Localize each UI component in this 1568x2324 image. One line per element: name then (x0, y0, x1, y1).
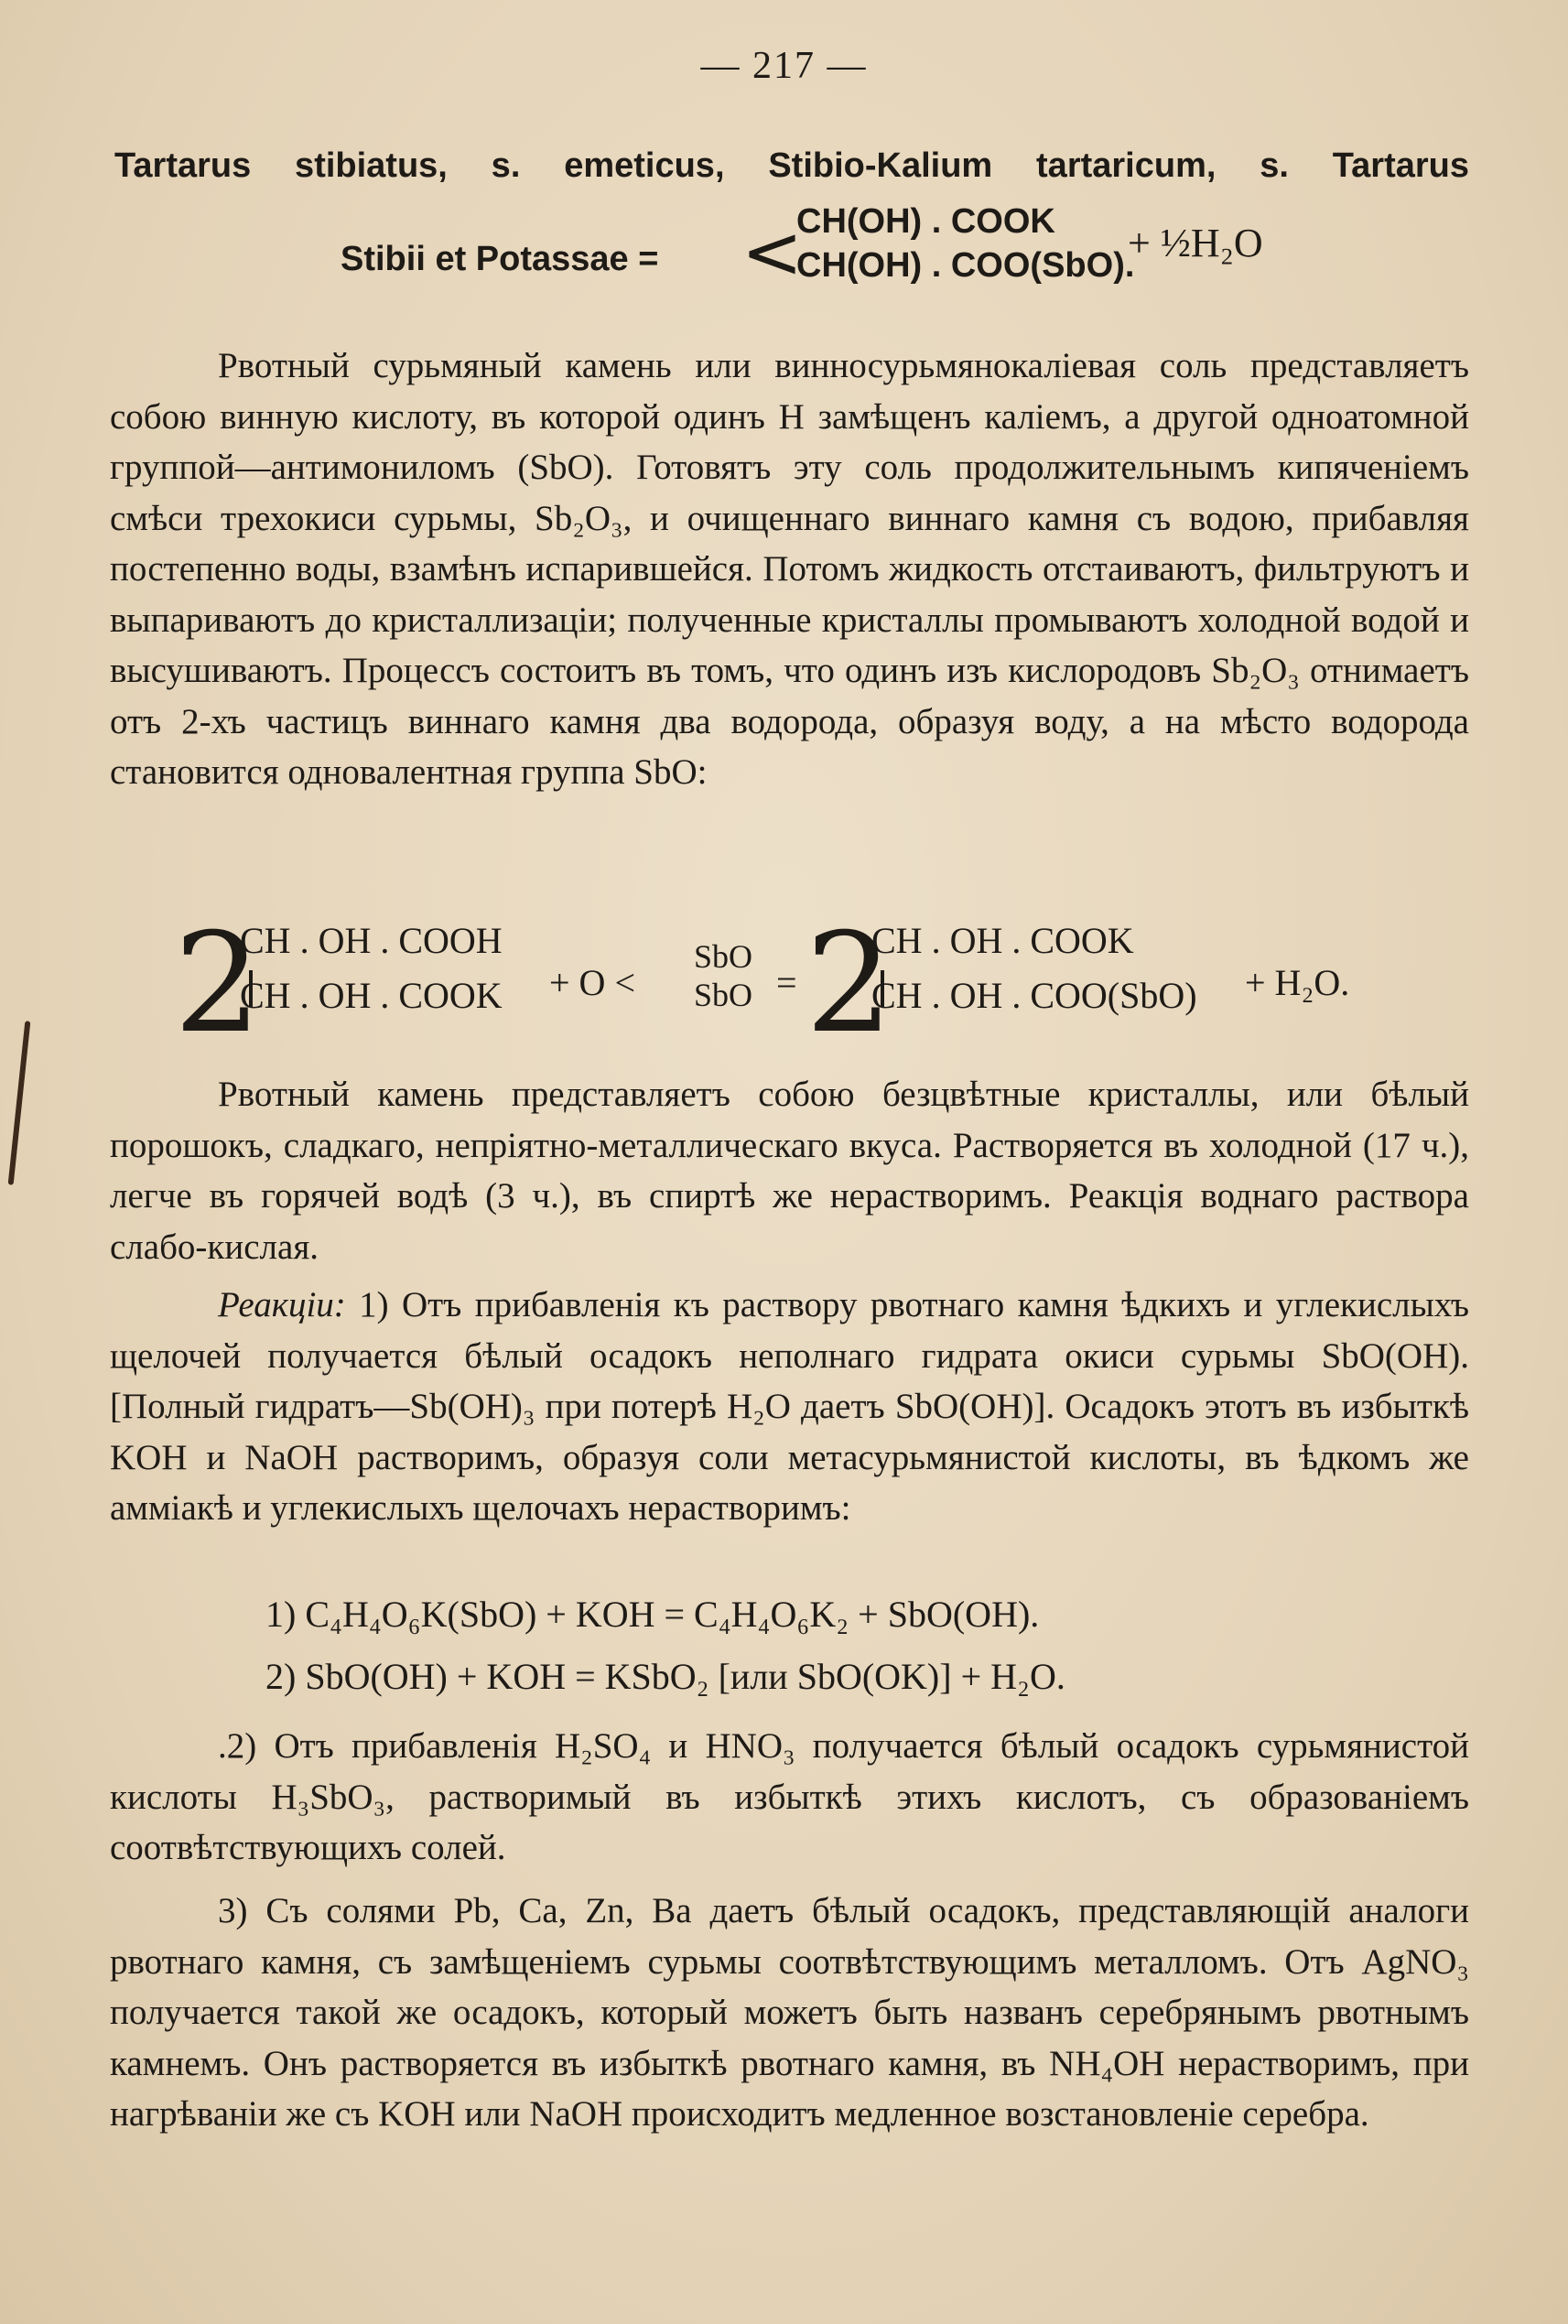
formula-bottom: CH(OH) . COO(SbO). (796, 246, 1135, 285)
heading-line-2: Stibii et Potassae = (341, 240, 659, 278)
paragraph-3 (110, 1280, 1469, 1534)
page-number: — 217 — (700, 45, 868, 87)
reaction-1: 1) C₄H₄O₆K(SbO) + KOH = C₄H₄O₆K₂ + SbO(OH). (265, 1594, 1040, 1635)
paragraph-4 (110, 1721, 1469, 1874)
equation-right-bottom: CH . OH . COO(SbO) (871, 975, 1197, 1016)
heading-formula (796, 200, 1134, 287)
paragraph-5-text: 3) Съ солями Pb, Ca, Zn, Ba даетъ бѣлый осадокъ, представляющiй аналоги рвотнаго камня, съ замѣщенiемъ сурьмы соотвѣтствующимъ металломъ. Отъ AgNO₃ получается такой же осадокъ, который можетъ быть названъ серебрянымъ рвотнымъ камнемъ. Онъ растворяется въ избыткѣ рвотнаго камня, въ NH₄OH нерастворимъ, при нагрѣванiи же съ KOH или NaOH происходитъ медленное возстановленiе серебра. (110, 1891, 1469, 2134)
paragraph-2-text: Рвотный камень представляетъ собою безцвѣтные кристаллы, или бѣлый порошокъ, сладкаго, непрiятно-металлическаго вкуса. Растворяется въ холодной (17 ч.), легче въ горячей водѣ (3 ч.), въ спиртѣ же нерастворимъ. Реакцiя воднаго раствора слабо-кислая. (110, 1075, 1469, 1267)
equation-sbo-top: SbO (694, 938, 753, 975)
equation-left (240, 915, 503, 1021)
paragraph-1 (110, 340, 1469, 798)
equation-sbo-bottom: SbO (694, 977, 753, 1013)
reactions-label: Реакцiи: (218, 1285, 346, 1324)
coefficient-right: 2 (806, 904, 893, 1064)
equation-left-top: CH . OH . COOH (240, 920, 503, 961)
equation-equals: = (776, 962, 797, 1003)
paragraph-5 (110, 1886, 1469, 2140)
formula-bracket: < (741, 210, 804, 295)
equation-sbo (694, 937, 752, 1014)
equation-left-bottom: CH . OH . COOK (240, 975, 503, 1016)
formula-top: CH(OH) . COOK (796, 202, 1055, 241)
equation-right-top: CH . OH . COOK (871, 920, 1134, 961)
equation-water: + H₂O. (1245, 962, 1350, 1003)
formula-water: + ½H₂O (1128, 221, 1263, 265)
paragraph-1-text: Рвотный сурьмяный камень или винносурьмянокалiевая соль представляетъ собою винную кислоту, въ которой одинъ H замѣщенъ калiемъ, а другой одноатомной группой—антимониломъ (SbO). Готовятъ эту соль продолжительнымъ кипяченiемъ смѣси трехокиси сурьмы, Sb₂O₃, и очищеннаго виннаго камня съ водою, прибавляя постепенно воды, взамѣнъ испарившейся. Потомъ жидкость отстаиваютъ, фильтруютъ и выпариваютъ до кристаллизацiи; полученные кристаллы промываютъ холодной водой и высушиваютъ. Процессъ состоитъ въ томъ, что одинъ изъ кислородовъ Sb₂O₃ отнимаетъ отъ 2-хъ частицъ виннаго камня два водорода, образуя воду, а на мѣсто водорода становится одновалентная группа SbO: (110, 346, 1469, 792)
paragraph-2 (110, 1069, 1469, 1272)
paragraph-3-text: 1) Отъ прибавленiя къ раствору рвотнаго камня ѣдкихъ и углекислыхъ щелочей получается бѣлый осадокъ неполнаго гидрата окиси сурьмы SbO(OH). [Полный гидратъ—Sb(OH)₃ при потерѣ H₂O даетъ SbO(OH)]. Осадокъ этотъ въ избыткѣ KOH и NaOH растворимъ, образуя соли метасурьмянистой кислоты, въ ѣдкомъ же аммiакѣ и углекислыхъ щелочахъ нерастворимъ: (110, 1285, 1469, 1528)
paragraph-4-text: .2) Отъ прибавленiя H₂SO₄ и HNO₃ получается бѣлый осадокъ сурьмянистой кислоты H₃SbO₃, растворимый въ избыткѣ этихъ кислотъ, съ образованiемъ соотвѣтствующихъ солей. (110, 1726, 1469, 1867)
margin-ink-mark (8, 1021, 31, 1185)
equation-plus-o: + O < (549, 962, 636, 1003)
coefficient-left: 2 (174, 904, 262, 1064)
heading-line-1: Tartarus stibiatus, s. emeticus, Stibio-Kalium tartaricum, s. Tartarus (114, 146, 1469, 185)
equation-right (871, 915, 1197, 1021)
reaction-2: 2) SbO(OH) + KOH = KSbO₂ [или SbO(OK)] + H₂O. (265, 1656, 1065, 1697)
